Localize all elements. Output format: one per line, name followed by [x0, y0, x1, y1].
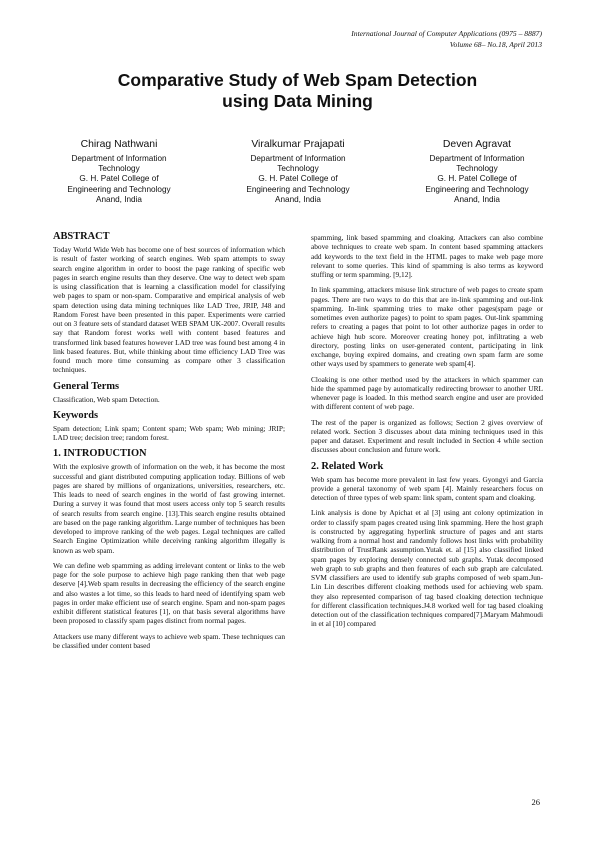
author-affiliation-college-cont: Engineering and Technology [425, 184, 529, 194]
author-name: Deven Agravat [442, 139, 512, 150]
link-spamming-paragraph: In link spamming, attackers misuse link structure of web pages to create spam pages. There are two ways to do this that are in-link spamming and out-link spamming. In-link spamming tries to make other pages(spam page or sometimes even authorize pages) to point to spam pages. Out-link spamming refers to creating a pages that point to lot other authorize pages in order to achieve high hub score. Moreover creating honey pot, infiltrating a web directory, posting links on user-generated content, participating in link exchange, buying expired domains, and creating own spam farm are some other ways used by spammers to generate web spam[4]. [311, 285, 543, 369]
abstract-text: Today World Wide Web has become one of best sources of information which is result of faster working of search engines. Web spam attempts to sway search engine algorithm in order to boost the page ranking of specific web pages in search engine results than they deserve. One way to detect web spam is using classification that is learning a classification model for classifying web pages to spam or non-spam. Comparative and empirical analysis of web spam detection using data mining techniques like LAD Tree, JRIP, J48 and Random Forest have been presented in this paper. Experiments were carried out on 3 feature sets of standard dataset WEB SPAM UK-2007. Overall results say that Random forest works well with content based features and transformed link based features however LAD tree was found best among 4 in link based features. But, while thinking about time efficiency LAD Tree was found much more time consuming as compare other 3 classification techniques. [53, 245, 285, 375]
title-line-2: using Data Mining [222, 91, 373, 111]
author-affiliation-dept: Department of Information [429, 154, 525, 163]
author-affiliation-college-cont: Engineering and Technology [246, 184, 350, 194]
journal-header [351, 28, 542, 50]
introduction-paragraph-3: Attackers use many different ways to achieve web spam. These techniques can be classified under content based [53, 631, 285, 650]
author-affiliation-college: G. H. Patel College of [258, 174, 338, 184]
author-1 [34, 138, 204, 205]
author-affiliation-college-cont: Engineering and Technology [67, 184, 171, 194]
author-affiliation-dept: Department of Information [71, 154, 167, 163]
intro-continued-paragraph: spamming, link based spamming and cloaking. Attackers can also combine above techniques to create web spam. In content based spamming attackers add keywords to the text field in the HTML pages to make web page more relevant to some queries. This kind of spamming is also terms as keyword stuffing or term spamming. [9,12]. [311, 233, 543, 279]
author-location: Anand, India [275, 194, 321, 204]
related-work-paragraph-2: Link analysis is done by Apichat et al [3] using ant colony optimization in order to classify spam pages created using link spamming. Here the host graph is constructed by aggregating hyperlink structure of pages and ant starts walking from a normal host and randomly follows host links with probability distribution of TrustRank assumption.Yutak et. al [15] also classified linked spam pages by exploring densely connected sub graphs. Yutak decomposed web graph to sub graphs and then features of each sub graph are calculated. SVM classifiers are used to identify sub graphs composed of web spam.Jun-Lin Lin describes different cloaking methods used for achieving web spam. they also represented comparison of tag based cloaking detection technique for different classification techniques.J4.8 worked well for tag based cloaking detection out of the classification techniques compared[7].Maryam Mahmoudi in et al [10] compared [311, 508, 543, 629]
keywords-text: Spam detection; Link spam; Content spam; Web spam; Web mining; JRIP; LAD tree; decision tree; random forest. [53, 423, 285, 442]
general-terms-text: Classification, Web spam Detection. [53, 394, 160, 404]
author-3 [392, 138, 562, 205]
paper-organization-paragraph: The rest of the paper is organized as follows; Section 2 gives overview of related work. Section 3 discusses about data mining techniques used in this paper and dataset. Experiment and result included in Section 4 while section discusses about conclusion and future work. [311, 417, 543, 455]
author-affiliation-college: G. H. Patel College of [437, 174, 517, 184]
cloaking-paragraph: Cloaking is one other method used by the attackers in which spammer can hide the spammed page by automatically redirecting browser to another URL whenever page is loaded. In this method search engine and user are provided with different content of web page. [311, 374, 543, 412]
introduction-paragraph-1: With the explosive growth of information on the web, it has become the most successful and giant distributed computing application today. Billions of web pages are shared by millions of organizations, universities, researchers, etc. This leads to need of search engines in the world of fast growing internet. During a survey it was found that most users access only top 5 search results of search results from search engine. [13].This search engine results obtained are based on the page ranking algorithm. Large number of techniques has been developed to improve ranking of the web pages. Legal techniques are called Search Engine Optimization while deceiving ranking algorithm illegally is known as web spam. [53, 462, 285, 555]
author-affiliation-college: G. H. Patel College of [79, 174, 159, 184]
author-affiliation-dept-cont: Technology [98, 164, 140, 174]
title-line-1: Comparative Study of Web Spam Detection [117, 70, 478, 90]
left-column [53, 231, 285, 656]
author-affiliation-dept: Department of Information [250, 154, 346, 163]
author-2 [213, 138, 383, 205]
author-location: Anand, India [96, 194, 142, 204]
journal-name: International Journal of Computer Applications (0975 – 8887) [351, 29, 542, 38]
author-affiliation-dept-cont: Technology [277, 164, 319, 174]
introduction-heading: 1. INTRODUCTION [53, 448, 147, 460]
abstract-heading: ABSTRACT [53, 231, 110, 242]
keywords-heading: Keywords [53, 409, 99, 421]
author-name: Viralkumar Prajapati [251, 139, 345, 150]
page-number: 26 [531, 797, 540, 807]
author-block [34, 138, 562, 205]
introduction-paragraph-2: We can define web spamming as adding irrelevant content or links to the web page for the sole purpose to achieve high page ranking then that web page deserve [4].Web spam results in decreasing the efficiency of the search engine and also wastes a lot time, so this leads to hard need of identifying spam web pages in order make efficient use of search engine. Spam and non-spam pages exhibit different statistical features [1], on that basis several algorithms have been proposed to classify spam pages distinct from normal pages. [53, 560, 285, 626]
journal-volume: Volume 68– No.18, April 2013 [449, 40, 542, 49]
author-name: Chirag Nathwani [80, 139, 158, 150]
related-work-paragraph-1: Web spam has become more prevalent in last few years. Gyongyi and Garcia provide a general taxonomy of web spam [4]. Mainly researchers focus on detection of three types of web spam: link spam, content spam and cloaking. [311, 474, 543, 502]
right-column [311, 233, 543, 635]
general-terms-heading: General Terms [53, 380, 120, 392]
related-work-heading: 2. Related Work [311, 460, 384, 472]
author-affiliation-dept-cont: Technology [456, 164, 498, 174]
author-location: Anand, India [454, 194, 500, 204]
paper-title [0, 70, 595, 112]
